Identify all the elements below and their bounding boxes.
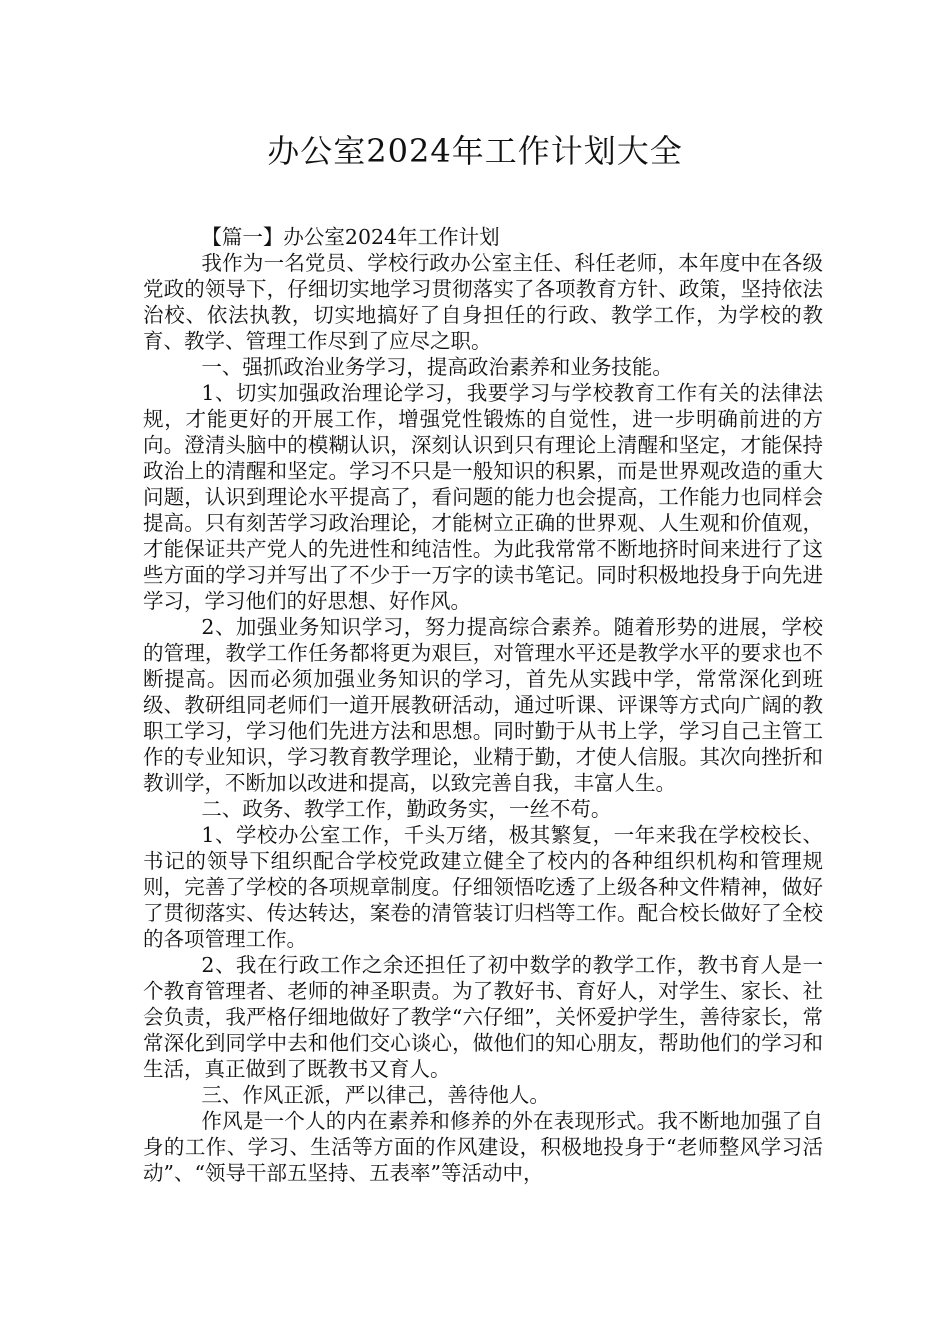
document-body (143, 224, 823, 1186)
document-title: 办公室2024年工作计划大全 (267, 132, 683, 170)
section-heading-three: 三、作风正派，严以律己，善待他人。 (201, 1083, 550, 1107)
body-paragraph: 作风是一个人的内在素养和修养的外在表现形式。我不断地加强了自身的工作、学习、生活等方面的作风建设，积极地投身于“老师整风学习活动”、“领导干部五坚持、五表率”等活动中， (143, 1109, 823, 1185)
section-heading-one: 一、强抓政治业务学习，提高政治素养和业务技能。 (201, 355, 673, 379)
body-paragraph: 2、加强业务知识学习，努力提高综合素养。随着形势的进展，学校的管理，教学工作任务都将更为艰巨，对管理水平还是教学水平的要求也不断提高。因而必须加强业务知识的学习，首先从实践中学，常常深化到班级、教研组同老师们一道开展教研活动，通过听课、评课等方式向广阔的教职工学习，学习他们先进方法和思想。同时勤于从书上学，学习自己主管工作的专业知识，学习教育教学理论，业精于勤，才使人信服。其次向挫折和教训学，不断加以改进和提高，以致完善自我，丰富人生。 (143, 615, 823, 795)
section-heading-two: 二、政务、教学工作，勤政务实，一丝不苟。 (201, 797, 612, 821)
body-paragraph: 2、我在行政工作之余还担任了初中数学的教学工作，教书育人是一个教育管理者、老师的神圣职责。为了教好书、育好人，对学生、家长、社会负责，我严格仔细地做好了教学“六仔细”，关怀爱护学生，善待家长，常常深化到同学中去和他们交心谈心，做他们的知心朋友，帮助他们的学习和生活，真正做到了既教书又育人。 (143, 953, 823, 1081)
section-heading-part-one: 【篇一】办公室2024年工作计划 (201, 225, 500, 249)
body-paragraph: 1、学校办公室工作，千头万绪，极其繁复，一年来我在学校校长、书记的领导下组织配合学校党政建立健全了校内的各种组织机构和管理规则，完善了学校的各项规章制度。仔细领悟吃透了上级各种文件精神，做好了贯彻落实、传达转达，案卷的清管装订归档等工作。配合校长做好了全校的各项管理工作。 (143, 823, 823, 951)
intro-paragraph: 我作为一名党员、学校行政办公室主任、科任老师，本年度中在各级党政的领导下，仔细切实地学习贯彻落实了各项教育方针、政策，坚持依法治校、依法执教，切实地搞好了自身担任的行政、教学工作，为学校的教育、教学、管理工作尽到了应尽之职。 (143, 251, 823, 353)
body-paragraph: 1、切实加强政治理论学习，我要学习与学校教育工作有关的法律法规，才能更好的开展工作，增强党性锻炼的自觉性，进一步明确前进的方向。澄清头脑中的模糊认识，深刻认识到只有理论上清醒和坚定，才能保持政治上的清醒和坚定。学习不只是一般知识的积累，而是世界观改造的重大问题，认识到理论水平提高了，看问题的能力也会提高，工作能力也同样会提高。只有刻苦学习政治理论，才能树立正确的世界观、人生观和价值观，才能保证共产党人的先进性和纯洁性。为此我常常不断地挤时间来进行了这些方面的学习并写出了不少于一万字的读书笔记。同时积极地投身于向先进学习，学习他们的好思想、好作风。 (143, 381, 823, 613)
